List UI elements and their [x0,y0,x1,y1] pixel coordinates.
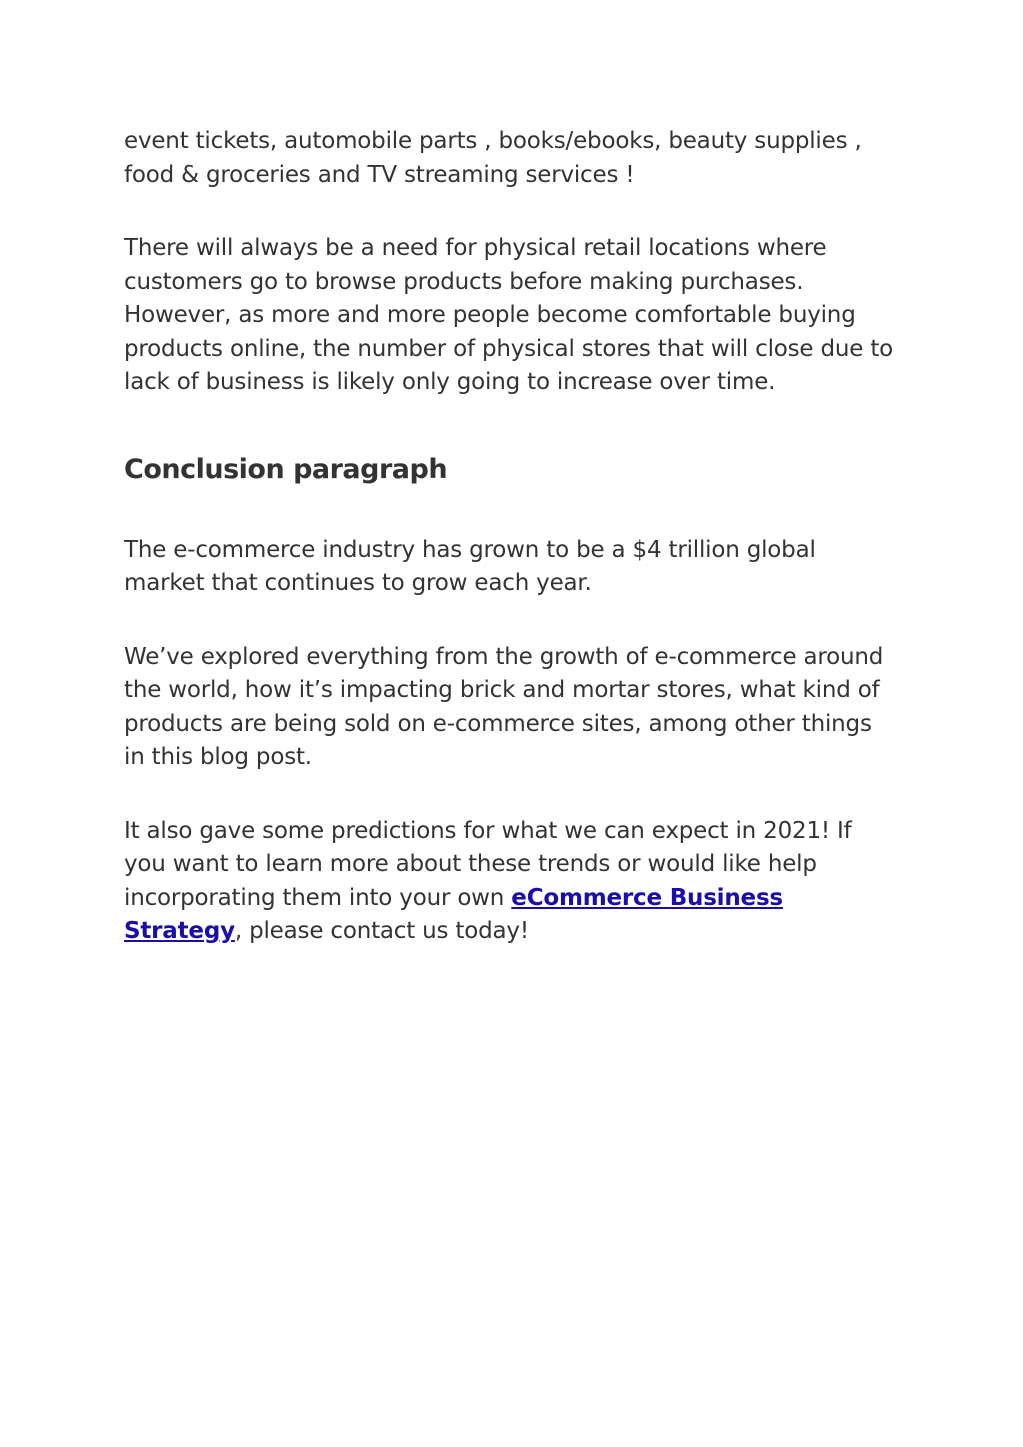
paragraph-text-after-link: , please contact us today! [234,918,529,944]
section-heading-conclusion: Conclusion paragraph [124,453,448,485]
paragraph-predictions-contact [124,815,899,949]
document-body [124,125,899,949]
paragraph-product-categories: event tickets, automobile parts , books/ebooks, beauty supplies , food & groceries and TV streaming services ! [124,128,862,188]
paragraph-market-size: The e-commerce industry has grown to be a $4 trillion global market that continues to grow each year. [124,536,816,596]
paragraph-physical-retail: There will always be a need for physical retail locations where customers go to browse products before making purchases. However, as more and more people become comfortable buying products online, the number of physical stores that will close due to lack of business is likely only going to increase over time. [124,235,894,395]
ecommerce-strategy-link[interactable]: eCommerce Business Strategy [124,884,783,944]
paragraph-text-before-link: It also gave some predictions for what we can expect in 2021! If you want to learn more about these trends or would like help incorporating them into your own [124,817,852,911]
paragraph-explored-topics: We’ve explored everything from the growth of e-commerce around the world, how it’s impacting brick and mortar stores, what kind of products are being sold on e-commerce sites, among other things in this blog post. [124,643,884,770]
